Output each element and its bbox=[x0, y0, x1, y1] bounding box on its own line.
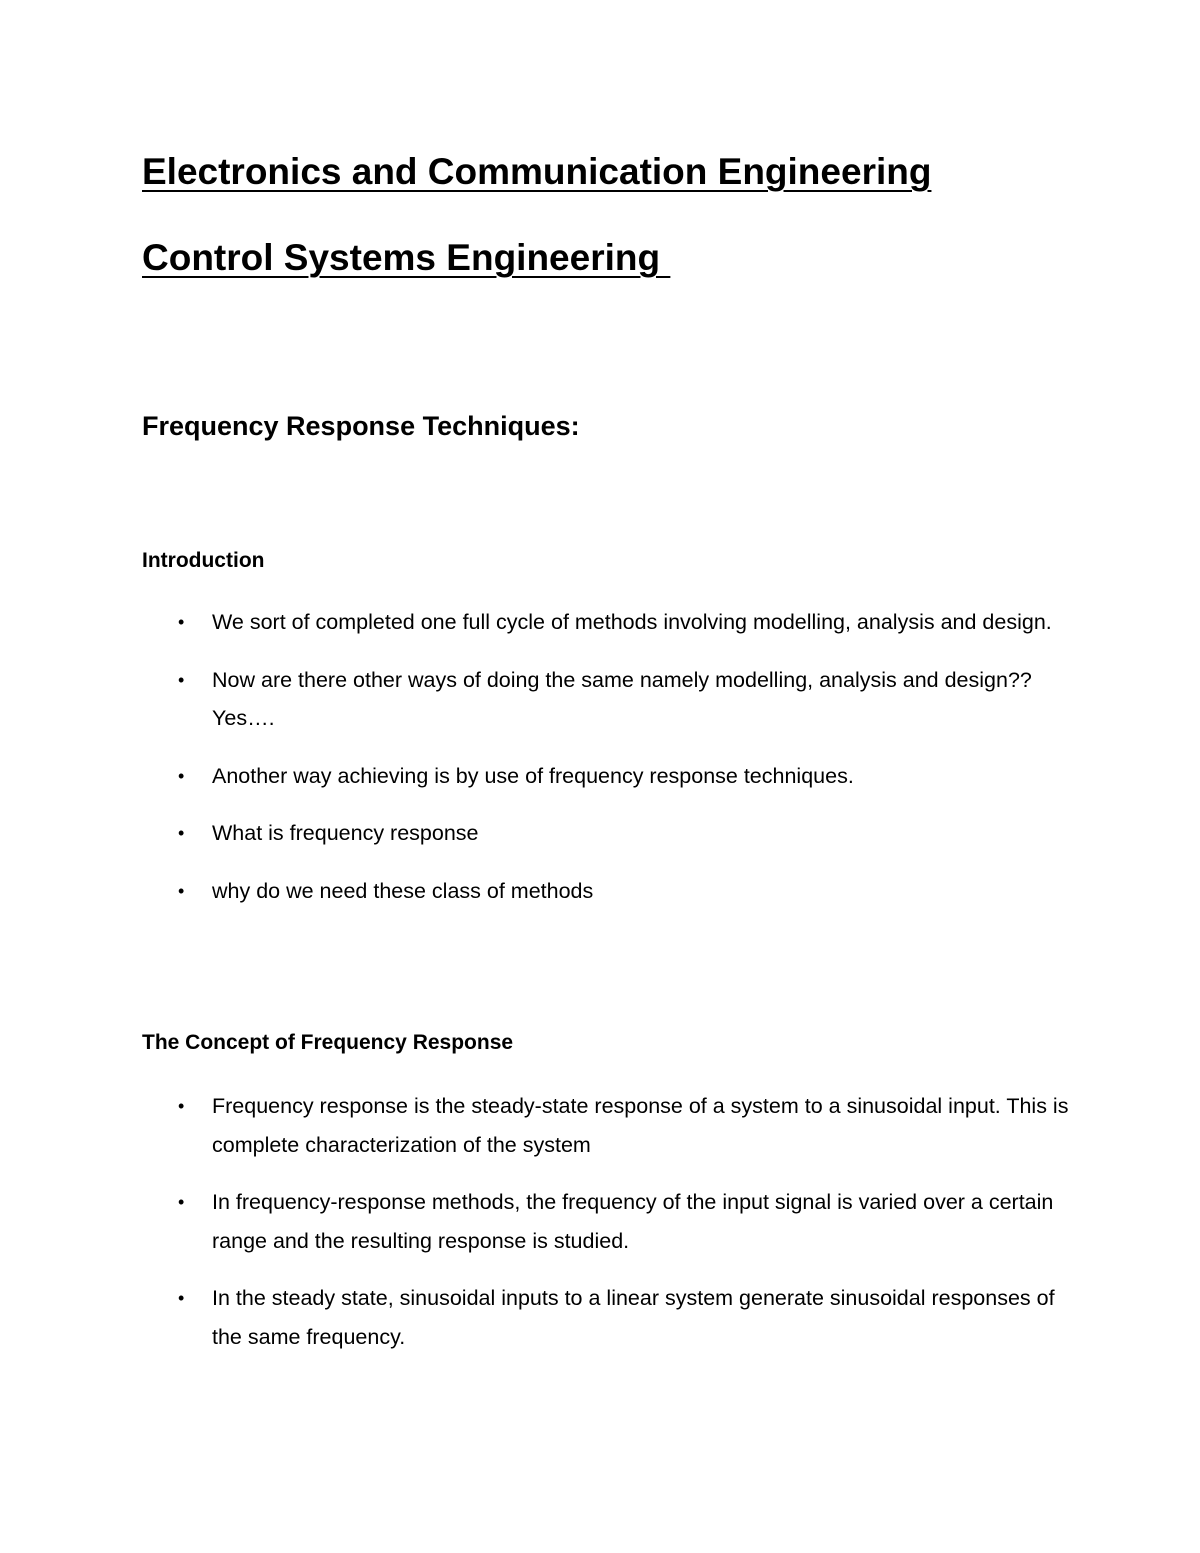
bullet-icon: • bbox=[178, 823, 185, 843]
list-item bbox=[142, 603, 1072, 642]
section-title: Frequency Response Techniques: bbox=[142, 411, 580, 441]
list-item-text: We sort of completed one full cycle of methods involving modelling, analysis and design. bbox=[212, 610, 1052, 634]
concept-heading: The Concept of Frequency Response bbox=[142, 1031, 514, 1054]
document-subtitle: Control Systems Engineering bbox=[142, 237, 671, 278]
list-item-text: Another way achieving is by use of frequency response techniques. bbox=[212, 763, 854, 788]
list-item bbox=[142, 661, 1072, 738]
document-title: Electronics and Communication Engineering bbox=[142, 151, 932, 192]
introduction-heading: Introduction bbox=[142, 549, 265, 572]
list-item bbox=[142, 1183, 1072, 1260]
concept-list bbox=[142, 1087, 1072, 1375]
bullet-icon: • bbox=[178, 669, 185, 690]
introduction-list bbox=[142, 603, 1072, 929]
list-item bbox=[142, 872, 1072, 911]
list-item bbox=[142, 1279, 1072, 1356]
list-item-text: In the steady state, sinusoidal inputs to a linear system generate sinusoidal responses of the same frequency. bbox=[212, 1286, 1055, 1349]
list-item bbox=[142, 814, 1072, 853]
list-item-text: What is frequency response bbox=[212, 821, 479, 845]
bullet-icon: • bbox=[178, 765, 185, 786]
list-item-text: Frequency response is the steady-state response of a system to a sinusoidal input. This is complete characterization of the system bbox=[212, 1094, 1069, 1157]
bullet-icon: • bbox=[178, 612, 185, 632]
list-item bbox=[142, 757, 1072, 796]
list-item-text: In frequency-response methods, the frequency of the input signal is varied over a certain range and the resulting response is studied. bbox=[212, 1190, 1054, 1253]
list-item bbox=[142, 1087, 1072, 1164]
list-item-text: Now are there other ways of doing the same namely modelling, analysis and design?? Yes…. bbox=[212, 667, 1032, 730]
bullet-icon: • bbox=[178, 880, 185, 901]
bullet-icon: • bbox=[178, 1192, 185, 1212]
bullet-icon: • bbox=[178, 1288, 185, 1308]
bullet-icon: • bbox=[178, 1096, 185, 1116]
list-item-text: why do we need these class of methods bbox=[212, 878, 594, 903]
